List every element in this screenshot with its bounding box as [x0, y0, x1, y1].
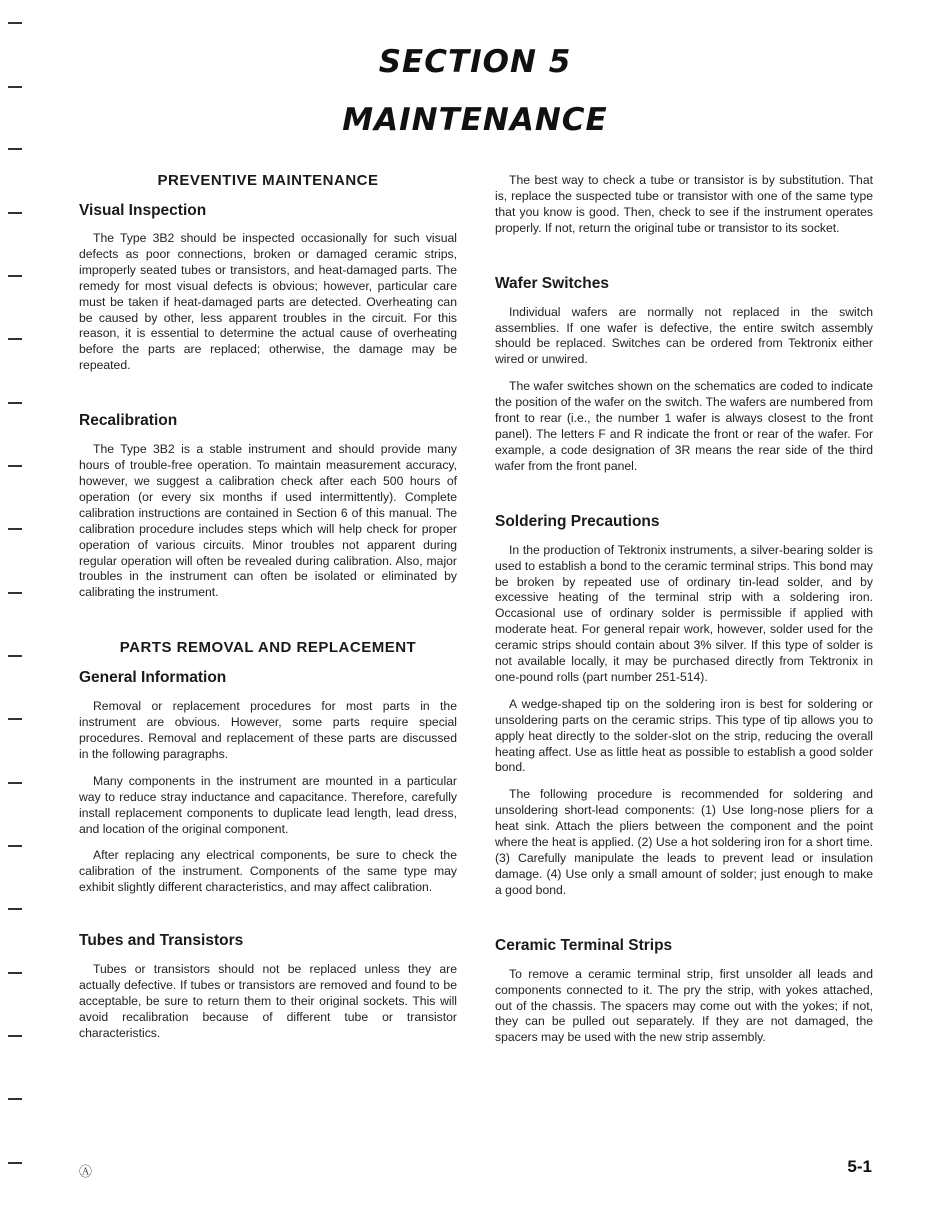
binder-mark: [8, 402, 22, 404]
binder-mark: [8, 86, 22, 88]
visual-inspection-heading: Visual Inspection: [79, 202, 207, 219]
substitution-paragraph: The best way to check a tube or transistor is by substitution. That is, replace the suspected tube or transistor with one of the same type that you know is good. Then, check to see if the instrument operates properly. If not, return the original tube or transistor to its socket.: [495, 173, 873, 235]
soldering-paragraph-2: A wedge-shaped tip on the soldering iron is best for soldering or unsoldering parts on the ceramic strips. This type of tip allows you to apply heat directly to the solder-slot on the strip, reducing the overall heating affect. Use as little heat as possible to establish a good solder bond.: [495, 696, 873, 775]
binder-mark: [8, 528, 22, 530]
section-title: SECTION 5: [378, 44, 572, 80]
ceramic-strips-paragraph: To remove a ceramic terminal strip, first unsolder all leads and components connected to it. The pry the strip, with yokes attached, out of the chassis. The spacers may come out with the yokes; if not, they can be pulled out separately. If they are not damaged, the spacers may be used with the new strip assembly.: [495, 966, 873, 1045]
visual-inspection-paragraph: The Type 3B2 should be inspected occasionally for such visual defects as poor connections, broken or damaged ceramic strips, improperly seated tubes or transistors, and heat-damaged parts. The remedy for most visual defects is obvious; however, particular care must be taken if heat-damaged parts are detected. Overheating can be caused by other, less apparent troubles in the circuit. For this reason, it is essential to determine the actual cause of overheating before the parts are replaced; otherwise, the damage may be repeated.: [79, 231, 457, 373]
recalibration-paragraph: The Type 3B2 is a stable instrument and should provide many hours of trouble-free operation. To maintain measurement accuracy, however, we suggest a calibration check after each 500 hours of operation (or every six months if used intermittently). Complete calibration instructions are contained in Section 6 of this manual. The calibration procedure includes steps which will help check for proper operation of various circuits. Minor troubles not apparent during regular operation will often be revealed during calibration. Also, major troubles in the instrument can often be isolated or eliminated by calibrating the instrument.: [79, 442, 457, 600]
binder-mark: [8, 338, 22, 340]
binder-mark: [8, 465, 22, 467]
page-number: 5-1: [847, 1157, 872, 1176]
binder-mark: [8, 148, 22, 150]
general-information-paragraph-1: Removal or replacement procedures for most parts in the instrument are obvious. However, some parts require special procedures. Removal and replacement of these parts are discussed in the following paragraphs.: [79, 699, 457, 761]
chapter-title: MAINTENANCE: [342, 102, 608, 138]
wafer-switches-paragraph-2: The wafer switches shown on the schematics are coded to indicate the position of the wafer on the switch. The wafers are numbered from front to rear (i.e., the number 1 wafer is always closest to the front panel). The letters F and R indicate the front or rear of the wafer. For example, a code designation of 3R means the rear side of the third wafer from the front panel.: [495, 379, 873, 473]
left-column: [79, 170, 457, 1042]
right-column: [495, 170, 873, 1046]
binder-mark: [8, 1098, 22, 1100]
binder-mark: [8, 718, 22, 720]
tubes-transistors-paragraph: Tubes or transistors should not be replaced unless they are actually defective. If tubes or transistors are removed and found to be acceptable, be sure to return them to their original sockets. This will avoid recalibration because of different tube or transistor characteristics.: [79, 962, 457, 1040]
binder-mark: [8, 1035, 22, 1037]
binder-mark: [8, 782, 22, 784]
binder-mark: [8, 845, 22, 847]
binder-marks: [0, 0, 30, 1225]
general-information-heading: General Information: [79, 669, 227, 687]
binder-mark: [8, 972, 22, 974]
preventive-maintenance-heading: PREVENTIVE MAINTENANCE: [157, 172, 379, 189]
footer-logo-mark: Ⓐ: [79, 1164, 93, 1179]
recalibration-heading: Recalibration: [79, 412, 178, 430]
wafer-switches-heading: Wafer Switches: [495, 274, 609, 292]
binder-mark: [8, 22, 22, 24]
parts-removal-heading: PARTS REMOVAL AND REPLACEMENT: [119, 639, 417, 657]
wafer-switches-paragraph-1: Individual wafers are normally not replaced in the switch assemblies. If one wafer is defective, the entire switch assembly should be replaced. Switches can be ordered from Tektronix either wired or unwired.: [495, 304, 873, 367]
general-information-paragraph-3: After replacing any electrical components, be sure to check the calibration of the instrument. Components of the same type may exhibit slightly different characteristics, and may affect calibration.: [79, 848, 457, 895]
binder-mark: [8, 592, 22, 594]
ceramic-terminal-strips-heading: Ceramic Terminal Strips: [495, 936, 673, 954]
binder-mark: [8, 908, 22, 910]
general-information-paragraph-2: Many components in the instrument are mounted in a particular way to reduce stray inductance and capacitance. Therefore, carefully install replacement components to duplicate lead length, lead dress, and location of the original component.: [79, 773, 457, 836]
soldering-paragraph-3: The following procedure is recommended for soldering and unsoldering short-lead components: (1) Use long-nose pliers for a heat sink. Attach the pliers between the component and the point where the heat is applied. (2) Use a hot soldering iron for a short time. (3) Carefully manipulate the leads to prevent lead or insulation damage. (4) Use only a small amount of solder; just enough to make a good bond.: [495, 787, 873, 897]
soldering-paragraph-1: In the production of Tektronix instruments, a silver-bearing solder is used to establish a bond to the ceramic terminal strips. This bond may be broken by repeated use of ordinary tin-lead solder, and by excessive heating of the terminal strip with a soldering iron. Occasional use of ordinary solder is permissible if applied with moderate heat. For general repair work, however, solder used for the ceramic strips should contain about 3% silver. If this type of solder is not available locally, it may be purchased directly from Tektronix in one-pound rolls (part number 251-514).: [495, 542, 873, 684]
binder-mark: [8, 655, 22, 657]
tubes-transistors-heading: Tubes and Transistors: [79, 932, 244, 950]
binder-mark: [8, 1162, 22, 1164]
soldering-precautions-heading: Soldering Precautions: [495, 512, 660, 530]
binder-mark: [8, 275, 22, 277]
binder-mark: [8, 212, 22, 214]
